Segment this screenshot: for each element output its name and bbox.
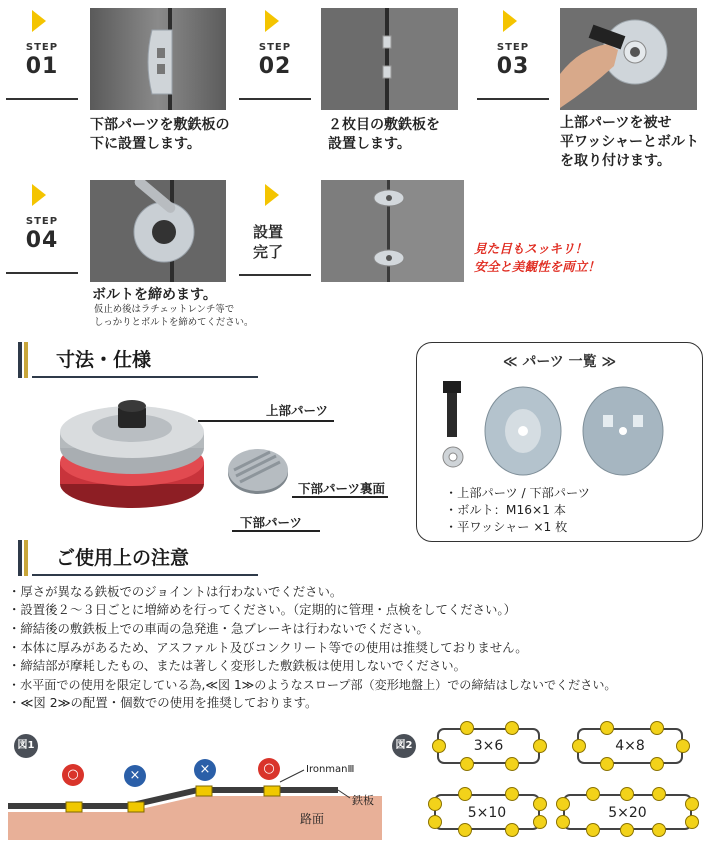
completion-text-2: 完了: [253, 243, 284, 261]
step-03-photo: [560, 8, 697, 110]
clamp-dot: [460, 757, 474, 771]
clamp-dot: [650, 721, 664, 735]
step-04-text: ボルトを締めます。: [92, 287, 217, 303]
clamp-dot: [586, 823, 600, 837]
step-arrow-icon: [265, 10, 279, 32]
completion-text-1: 設置: [253, 223, 284, 241]
parts-item: ・ボルト：M16×1 本: [445, 503, 566, 517]
ng-marker-icon: ×: [194, 759, 216, 781]
step-number: 03: [496, 54, 530, 79]
clamp-dot: [505, 787, 519, 801]
fig1-road-label: 路面: [300, 812, 325, 826]
step-02-text: ２枚目の敷鉄板を 設置します。: [328, 117, 440, 152]
step-04-note: 仮止め後はラチェットレンチ等で しっかりとボルトを締めてください。: [94, 304, 254, 328]
clamp-dot: [572, 739, 586, 753]
clamp-dot: [620, 787, 634, 801]
parts-title: ≪ パーツ 一覧 ≫: [502, 354, 617, 370]
step-word: STEP: [25, 216, 59, 227]
product-image: [52, 392, 212, 520]
completion-photo: [321, 180, 464, 282]
step-badge-04: [4, 182, 80, 272]
step-02-photo: [321, 8, 458, 110]
grid-3x6: 3×6: [437, 728, 540, 764]
clamp-dot: [533, 797, 547, 811]
tagline: 見た目もスッキリ！ 安全と美観性を両立！: [474, 241, 600, 274]
step-number: 02: [258, 54, 292, 79]
step-badge-03: [475, 8, 551, 98]
clamp-dot: [432, 739, 446, 753]
ok-marker-icon: ○: [62, 764, 84, 786]
grid-5x20: 5×20: [563, 794, 692, 830]
step-badge-02: [237, 8, 313, 98]
clamp-dot: [652, 823, 666, 837]
notice-item: ・締結部が摩耗したもの、または著しく変形した敷鉄板は使用しないでください。: [8, 658, 466, 673]
clamp-dot: [428, 797, 442, 811]
fig2-badge: 図2: [392, 734, 416, 758]
clamp-dot: [505, 757, 519, 771]
clamp-dot: [652, 787, 666, 801]
step-01-text: 下部パーツを敷鉄板の 下に設置します。: [90, 117, 230, 152]
clamp-dot: [556, 815, 570, 829]
clamp-dot: [600, 757, 614, 771]
step-word: STEP: [258, 42, 292, 53]
step-arrow-icon: [32, 10, 46, 32]
clamp-dot: [533, 739, 547, 753]
notice-item: ・設置後２〜３日ごとに増締めを行ってください。（定期的に管理・点検をしてください。）: [8, 602, 517, 617]
spec-section-header: [18, 342, 258, 378]
clamp-dot: [586, 787, 600, 801]
clamp-dot: [676, 739, 690, 753]
step-word: STEP: [25, 42, 59, 53]
spec-title: 寸法・仕様: [56, 349, 152, 371]
notice-item: ・締結後の敷鉄板上での車両の急発進・急ブレーキは行わないでください。: [8, 621, 429, 636]
label-lower-part-back: 下部パーツ裏面: [298, 481, 386, 496]
clamp-dot: [505, 823, 519, 837]
ok-marker-icon: ○: [258, 758, 280, 780]
grid-5x10: 5×10: [434, 794, 540, 830]
step-arrow-icon: [503, 10, 517, 32]
ng-marker-icon: ×: [124, 765, 146, 787]
notice-item: ・本体に厚みがあるため、アスファルト及びコンクリート等での使用は推奨しておりません。: [8, 640, 528, 655]
clamp-dot: [505, 721, 519, 735]
clamp-dot: [460, 721, 474, 735]
notes-section-header: [18, 540, 258, 576]
label-upper-part: 上部パーツ: [266, 403, 329, 418]
parts-item: ・上部パーツ / 下部パーツ: [445, 486, 590, 500]
parts-list-box: [416, 342, 703, 542]
completion-badge: [237, 182, 313, 272]
step-01-photo: [90, 8, 226, 110]
clamp-dot: [600, 721, 614, 735]
lower-part-back-image: [226, 446, 290, 496]
clamp-dot: [428, 815, 442, 829]
clamp-dot: [556, 797, 570, 811]
step-03-text: 上部パーツを被せ 平ワッシャーとボルト を取り付けます。: [560, 115, 700, 169]
fig1-badge: 図1: [14, 734, 38, 758]
notes-title: ご使用上の注意: [56, 547, 190, 569]
clamp-dot: [458, 823, 472, 837]
step-04-photo: [90, 180, 226, 282]
notice-item: ・≪図 2≫の配置・個数での使用を推奨しております。: [8, 695, 318, 710]
clamp-dot: [685, 797, 699, 811]
clamp-dot: [650, 757, 664, 771]
step-arrow-icon: [265, 184, 279, 206]
clamp-dot: [620, 823, 634, 837]
fig1-product-label: IronmanⅢ: [306, 764, 355, 775]
step-word: STEP: [496, 42, 530, 53]
clamp-dot: [533, 815, 547, 829]
step-number: 01: [25, 54, 59, 79]
label-lower-part: 下部パーツ: [240, 515, 303, 530]
fig1-plate-label: 鉄板: [352, 794, 374, 807]
step-arrow-icon: [32, 184, 46, 206]
step-badge-01: [4, 8, 80, 98]
notice-item: ・水平面での使用を限定している為,≪図 1≫のようなスロープ部（変形地盤上）での締結はしないでください。: [8, 678, 617, 692]
clamp-dot: [458, 787, 472, 801]
notice-item: ・厚さが異なる鉄板でのジョイントは行わないでください。: [8, 584, 343, 599]
step-number: 04: [25, 228, 59, 253]
parts-image: [431, 377, 691, 487]
clamp-dot: [685, 815, 699, 829]
parts-item: ・平ワッシャー ×1 枚: [445, 520, 568, 534]
grid-4x8: 4×8: [577, 728, 683, 764]
